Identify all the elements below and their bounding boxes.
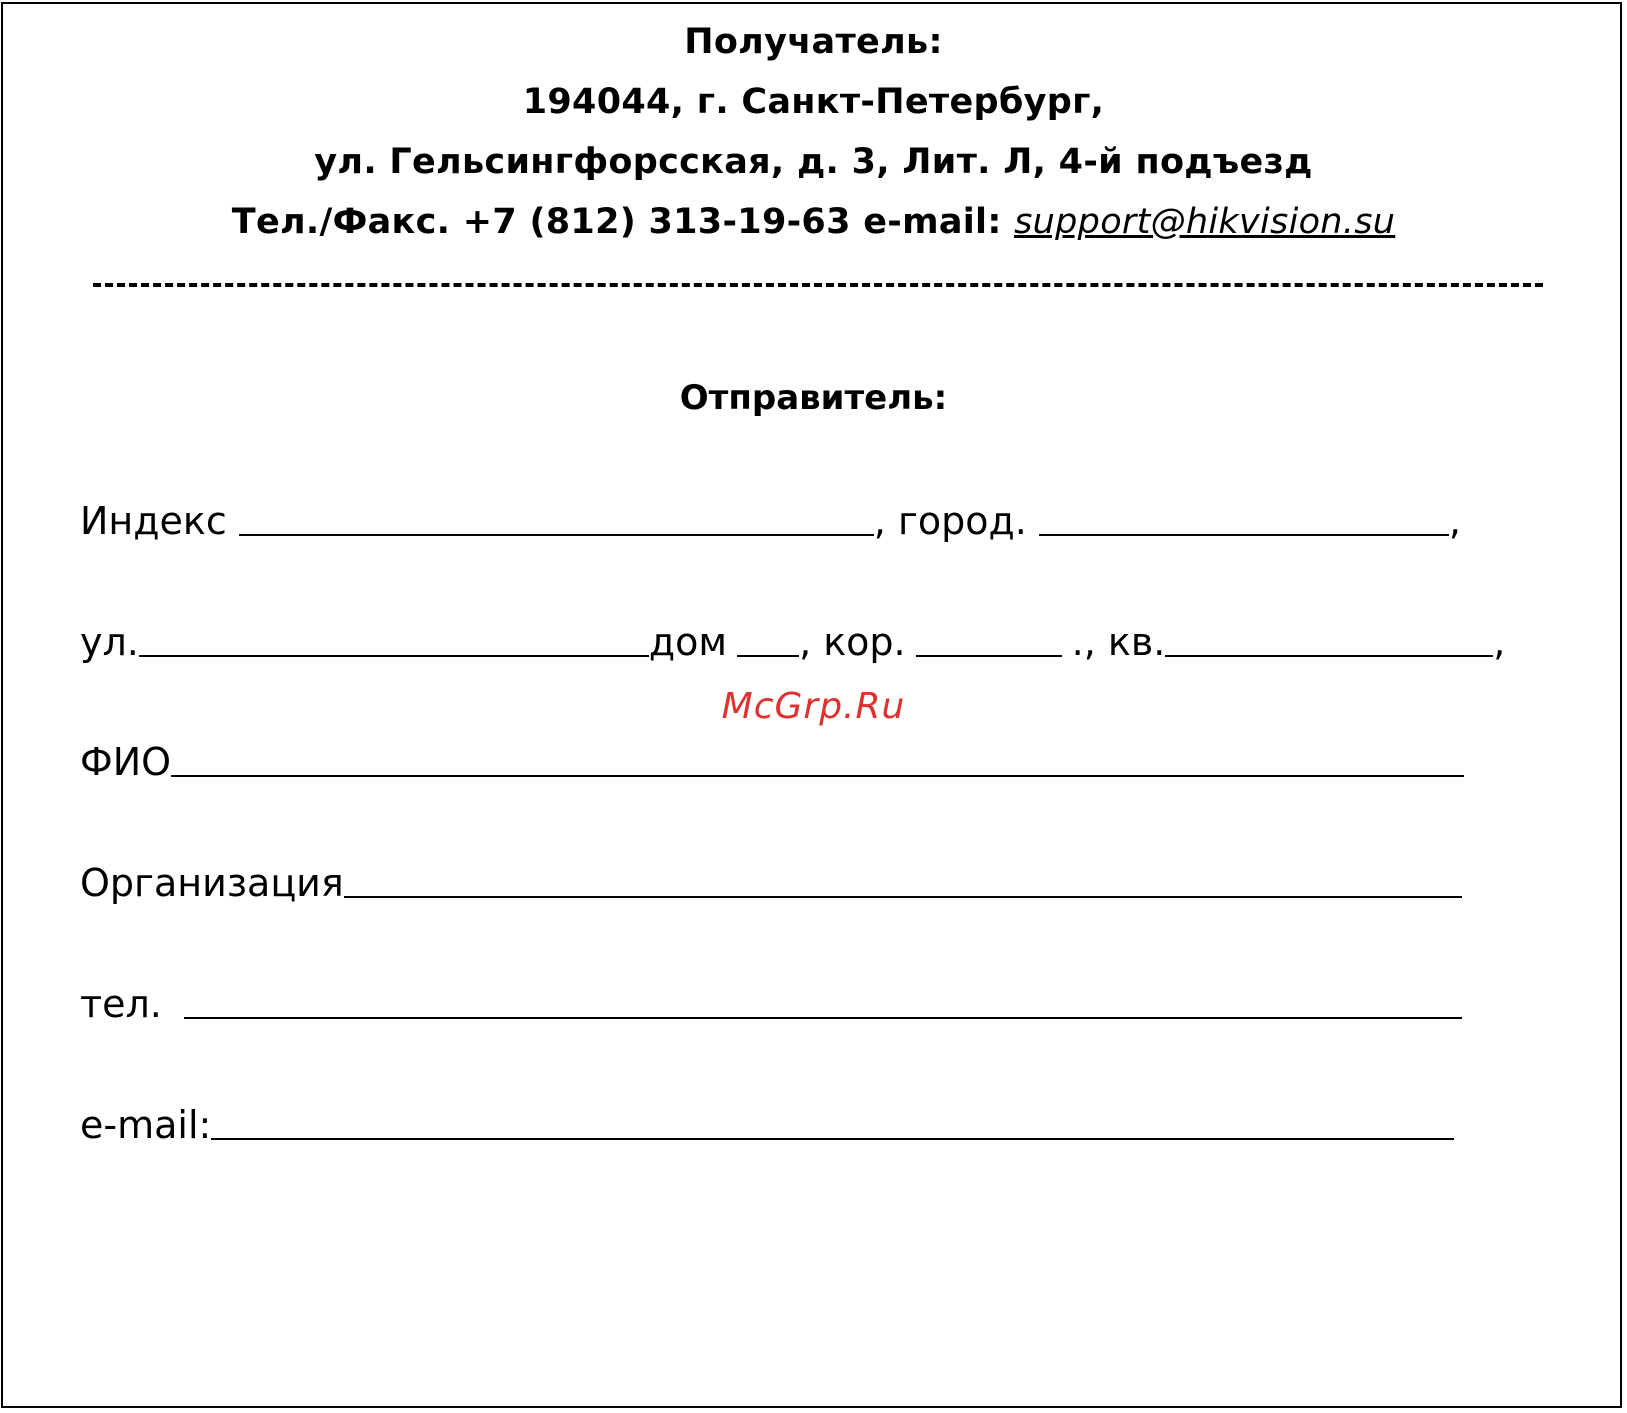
organization-field[interactable] [344,895,1462,898]
name-row [80,740,1464,784]
watermark-text: McGrp.Ru [721,686,906,727]
phone-label: тел. [80,982,162,1026]
email-label: e-mail: [80,1103,212,1147]
house-label: дом [648,620,728,664]
house-field[interactable] [737,654,799,657]
city-field[interactable] [1039,533,1449,536]
name-field[interactable] [171,774,1464,777]
recipient-address-line1: 194044, г. Санкт-Петербург, [522,82,1105,122]
apartment-label: ., кв. [1071,620,1166,664]
apartment-field[interactable] [1165,654,1493,657]
recipient-email-link[interactable]: support@hikvision.su [1014,202,1396,242]
recipient-address-line2: ул. Гельсингфорсская, д. 3, Лит. Л, 4-й подъезд [314,142,1313,182]
email-field[interactable] [211,1137,1454,1140]
street-row [80,620,1506,664]
street-label: ул. [80,620,139,664]
organization-row [80,861,1462,905]
dashed-separator [93,283,1543,287]
email-row [80,1103,1454,1147]
name-label: ФИО [80,740,172,784]
street-field[interactable] [139,654,649,657]
recipient-contact [0,192,1627,252]
building-label: , кор. [799,620,906,664]
recipient-phone: Тел./Факс. +7 (812) 313-19-63 e-mail: [231,202,1015,242]
index-city-row [80,499,1461,543]
city-label: , город. [873,499,1027,543]
index-label: Индекс [80,499,227,543]
phone-row [80,982,1462,1026]
recipient-title: Получатель: [684,22,943,62]
city-tail: , [1448,499,1461,543]
building-field[interactable] [916,654,1062,657]
phone-field[interactable] [184,1016,1462,1019]
recipient-block [0,12,1627,252]
sender-title: Отправитель: [679,378,948,418]
index-field[interactable] [239,533,874,536]
organization-label: Организация [80,861,344,905]
apartment-tail: , [1493,620,1506,664]
